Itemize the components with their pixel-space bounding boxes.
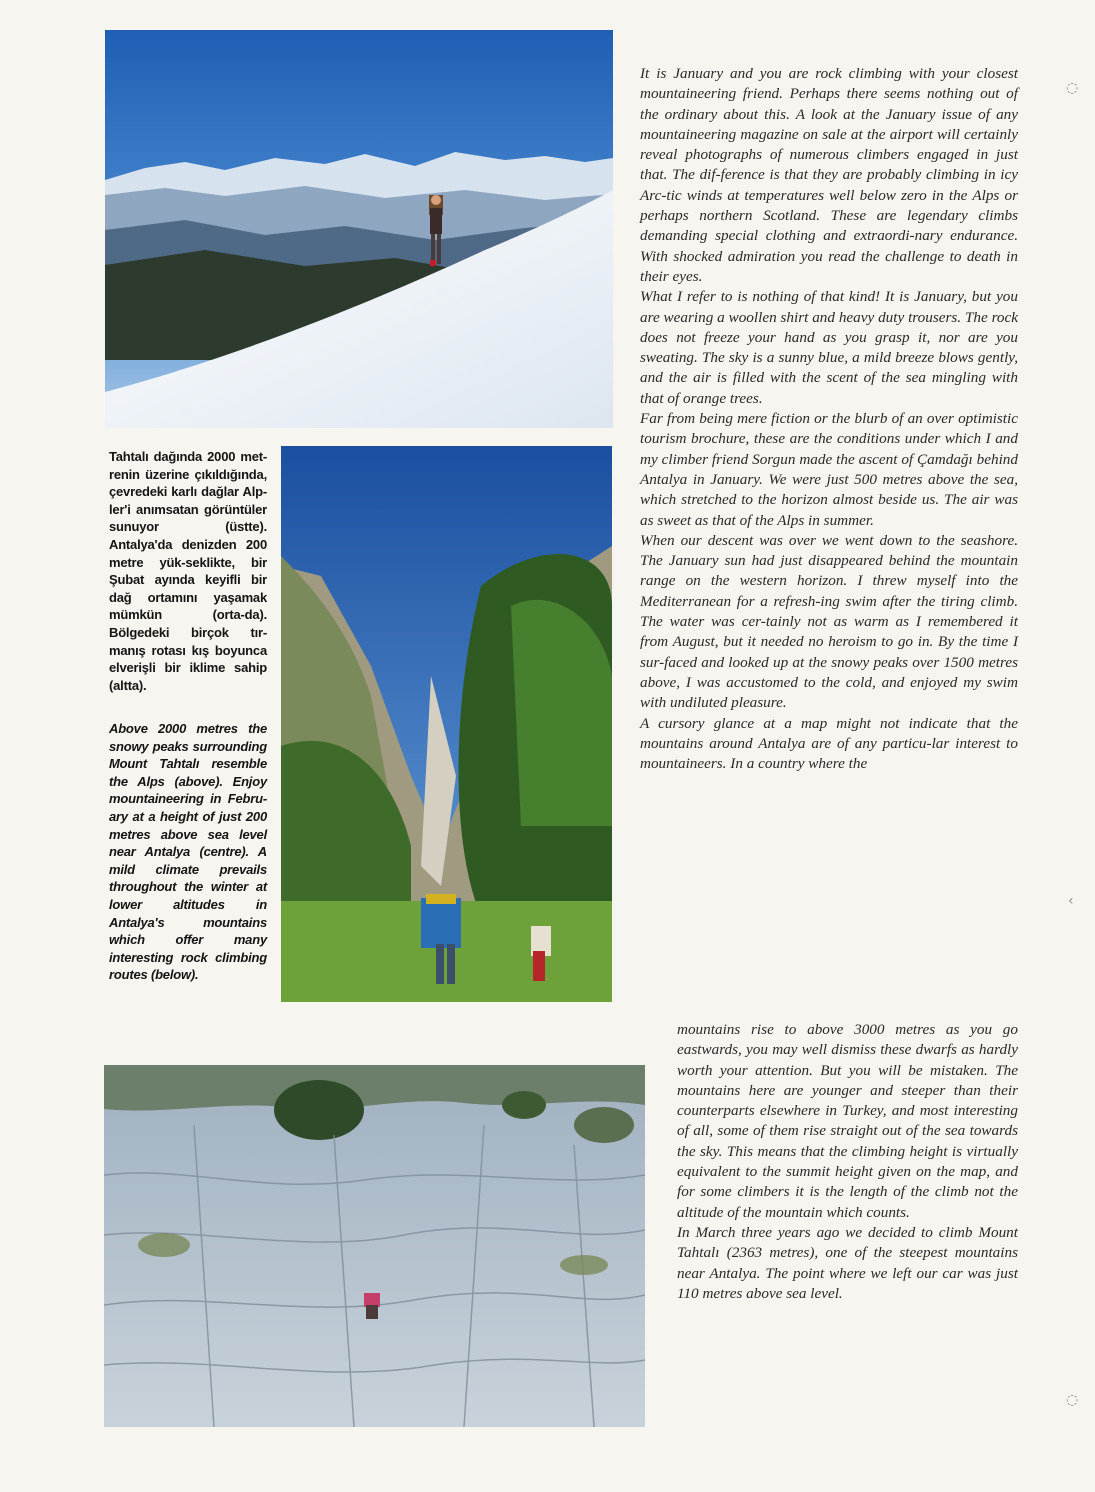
- article-body-lower: [677, 1020, 1018, 1304]
- article-paragraph: It is January and you are rock climbing with your closest mountaineering friend. Perhaps there seems nothing out of the ordinary about this. A look at the January issue of any mountaineering magazine on sale at the airport will certainly reveal photographs of numerous climbers engaged in just that. The dif-ference is that they are probably climbing in icy Arc-tic winds at temperatures well below zero in the Alps or perhaps northern Scotland. These are legendary climbs demanding special clothing and extraordi-nary endurance. With shocked admiration you read the challenge to death in their eyes.: [640, 65, 1018, 285]
- article-paragraph: A cursory glance at a map might not indicate that the mountains around Antalya are of any particu-lar interest to mountaineers. In a country where the: [640, 714, 1018, 773]
- article-paragraph: mountains rise to above 3000 metres as you go eastwards, you may well dismiss these dwarfs as hardly worth your attention. But you will be mistaken. The mountains here are younger and steeper than their counterparts elsewhere in Turkey, and most interesting of all, some of them rise straight out of the sea towards the sky. This means that the climbing height is virtually equivalent to the summit height given on the map, and for some climbers it is the length of the climb not the altitude of the mountain which counts.: [677, 1021, 1018, 1221]
- article-body-upper: [640, 64, 1018, 774]
- article-paragraph: When our descent was over we went down to the seashore. The January sun had just disappeared behind the mountain range on the western horizon. I threw myself into the Mediterranean for a refresh-ing swim after the tiring climb. The water was cer-tainly not as warm as I remembered it from August, but it needed no heroism to go in. By the time I sur-faced and looked up at the snowy peaks over 1500 metres above, I was accustomed to the cold, and enjoyed my swim with undiluted pleasure.: [640, 531, 1018, 712]
- caption-english: Above 2000 metres the snowy peaks surrounding Mount Tahtalı resemble the Alps (above). Enjoy mountaineering in Febru-ary at a height of just 200 metres above sea level near Antalya (centre). A mild climate prevails throughout the winter at lower altitudes in Antalya's mountains which offer many interesting rock climbing routes (below).: [109, 721, 267, 983]
- caption-turkish: Tahtalı dağında 2000 met-renin üzerine çıkıldığında, çevredeki karlı dağlar Alp-ler'i anımsatan görüntüler sunuyor (üstte). Antalya'da denizden 200 metre yük-seklikte, bir Şubat ayında keyifli bir dağ ortamını yaşamak mümkün (orta-da). Bölgedeki birçok tır-manış rotası kış boyunca elverişli bir iklime sahip (altta).: [109, 449, 267, 693]
- forest-valley-photo: [281, 446, 612, 1002]
- article-paragraph: In March three years ago we decided to climb Mount Tahtalı (2363 metres), one of the steepest mountains near Antalya. The point where we left our car was just 110 metres above sea level.: [677, 1223, 1018, 1302]
- article-paragraph: Far from being mere fiction or the blurb of an over optimistic tourism brochure, these are the conditions under which I and my climber friend Sorgun made the ascent of Çamdağı behind Antalya in January. We were just 500 metres above the sea, which stretched to the horizon almost beside us. The air was as sweet as that of the Alps in summer.: [640, 410, 1018, 529]
- margin-mark: ◌: [1066, 1392, 1079, 1408]
- margin-mark: ‹: [1068, 893, 1074, 909]
- climber-figure: [364, 1293, 380, 1319]
- margin-mark: ◌: [1066, 80, 1079, 96]
- article-paragraph: What I refer to is nothing of that kind! It is January, but you are wearing a woollen shirt and heavy duty trousers. The rock does not freeze your hand as you grasp it, nor are you sweating. The sky is a sunny blue, a mild breeze blows gently, and the air is filled with the scent of the sea mingling with that of orange trees.: [640, 288, 1018, 407]
- snowy-peaks-photo: [105, 30, 613, 428]
- rock-terrain-photo: [104, 1065, 645, 1427]
